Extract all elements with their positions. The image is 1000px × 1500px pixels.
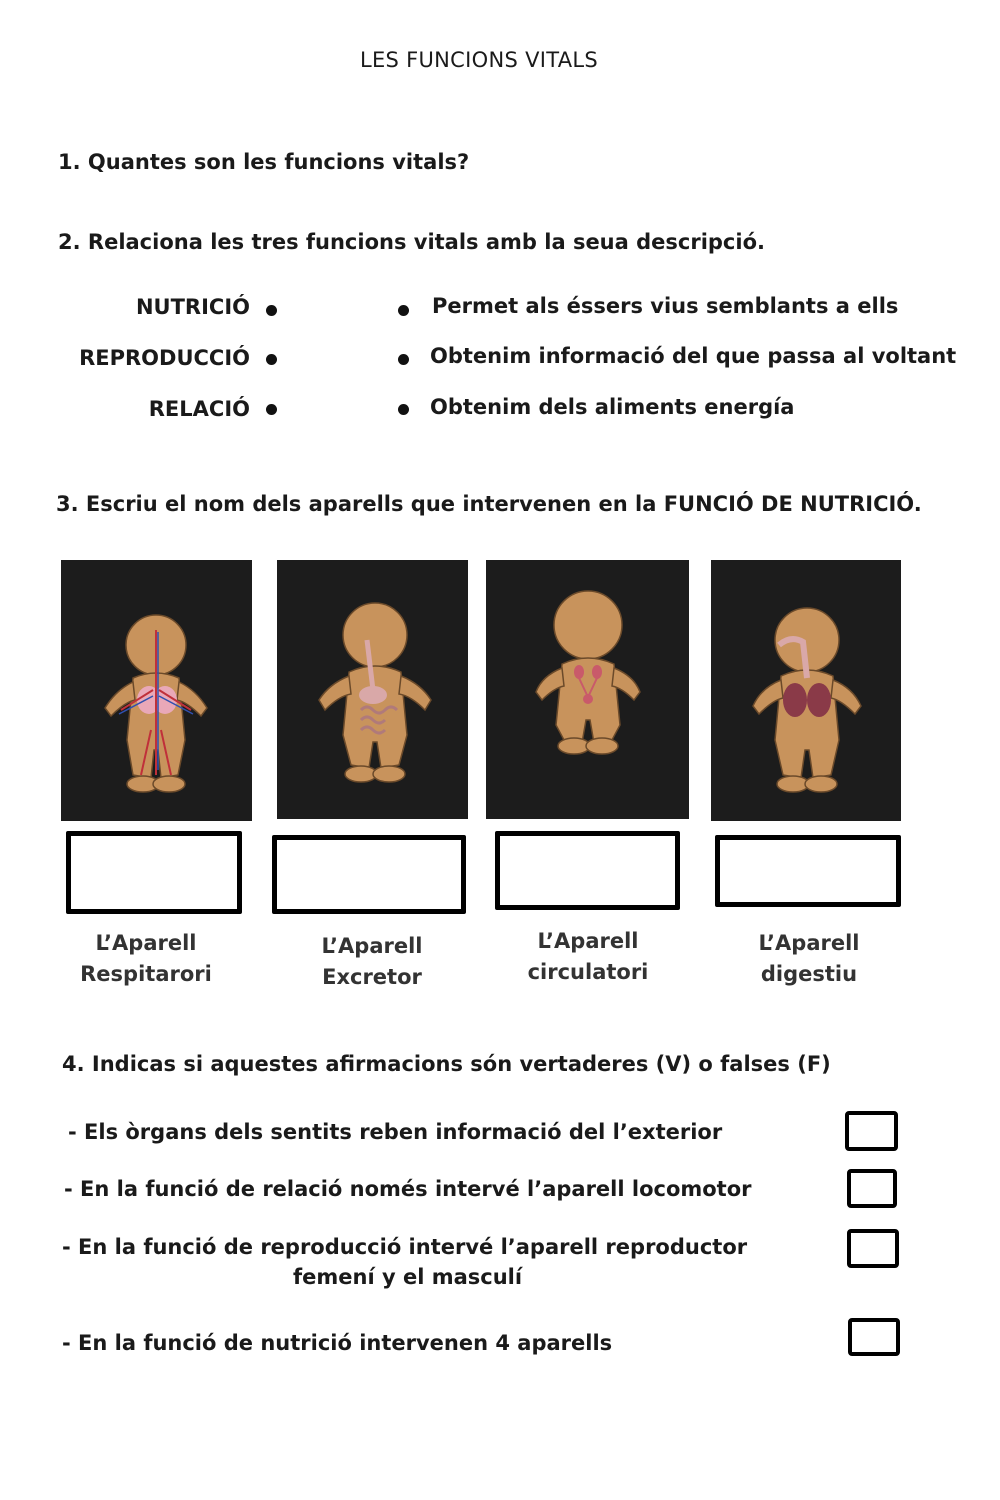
respiratory-system-image xyxy=(711,560,901,821)
term-nutricio: NUTRICIÓ xyxy=(135,295,250,319)
circulatory-system-image xyxy=(61,560,252,821)
answer-box-1[interactable] xyxy=(66,831,242,914)
statement-3-line2: femení y el masculí xyxy=(293,1265,523,1289)
statement-2: - En la funció de relació només intervé l’aparell locomotor xyxy=(64,1177,752,1201)
answer-box-2[interactable] xyxy=(272,835,466,914)
statement-4: - En la funció de nutrició intervenen 4 aparells xyxy=(62,1331,613,1355)
description-3: Obtenim dels aliments energía xyxy=(430,395,795,419)
question-2: 2. Relaciona les tres funcions vitals amb la seua descripció. xyxy=(58,230,765,254)
statement-1: - Els òrgans dels sentits reben informació del l’exterior xyxy=(68,1120,723,1144)
caption-2-line1: L’Aparell xyxy=(321,934,423,958)
caption-2 xyxy=(272,931,472,993)
description-2: Obtenim informació del que passa al voltant xyxy=(430,344,957,368)
caption-1 xyxy=(46,928,246,990)
caption-3-line2: circulatori xyxy=(527,960,649,984)
caption-1-line2: Respitarori xyxy=(80,962,212,986)
match-dot-left-2[interactable] xyxy=(266,354,277,365)
worksheet-title: LES FUNCIONS VITALS xyxy=(359,48,599,72)
caption-2-line2: Excretor xyxy=(322,965,422,989)
match-dot-right-1[interactable] xyxy=(398,305,409,316)
caption-4-line1: L’Aparell xyxy=(758,931,860,955)
statement-3-line1: - En la funció de reproducció intervé l’aparell reproductor xyxy=(62,1235,748,1259)
caption-1-line1: L’Aparell xyxy=(95,931,197,955)
excretory-system-icon xyxy=(486,560,689,819)
question-4: 4. Indicas si aquestes afirmacions són vertaderes (V) o falses (F) xyxy=(62,1052,831,1076)
respiratory-system-icon xyxy=(711,560,901,821)
true-false-box-2[interactable] xyxy=(847,1169,897,1208)
true-false-box-3[interactable] xyxy=(847,1229,899,1268)
term-reproduccio: REPRODUCCIÓ xyxy=(79,346,250,370)
caption-4 xyxy=(709,928,909,990)
caption-4-line2: digestiu xyxy=(760,962,858,986)
match-dot-left-3[interactable] xyxy=(266,404,277,415)
answer-box-3[interactable] xyxy=(495,831,680,910)
question-3: 3. Escriu el nom dels aparells que intervenen en la FUNCIÓ DE NUTRICIÓ. xyxy=(56,492,922,516)
circulatory-system-icon xyxy=(61,560,252,821)
match-dot-right-3[interactable] xyxy=(398,404,409,415)
term-relacio: RELACIÓ xyxy=(148,397,250,421)
caption-3-line1: L’Aparell xyxy=(537,929,639,953)
question-1: 1. Quantes son les funcions vitals? xyxy=(58,150,470,174)
digestive-system-icon xyxy=(277,560,468,819)
digestive-system-image xyxy=(277,560,468,819)
description-1: Permet als éssers vius semblants a ells xyxy=(432,294,899,318)
caption-3 xyxy=(488,926,688,988)
match-dot-right-2[interactable] xyxy=(398,354,409,365)
true-false-box-4[interactable] xyxy=(848,1318,900,1356)
match-dot-left-1[interactable] xyxy=(266,305,277,316)
excretory-system-image xyxy=(486,560,689,819)
answer-box-4[interactable] xyxy=(715,835,901,907)
true-false-box-1[interactable] xyxy=(845,1111,898,1151)
